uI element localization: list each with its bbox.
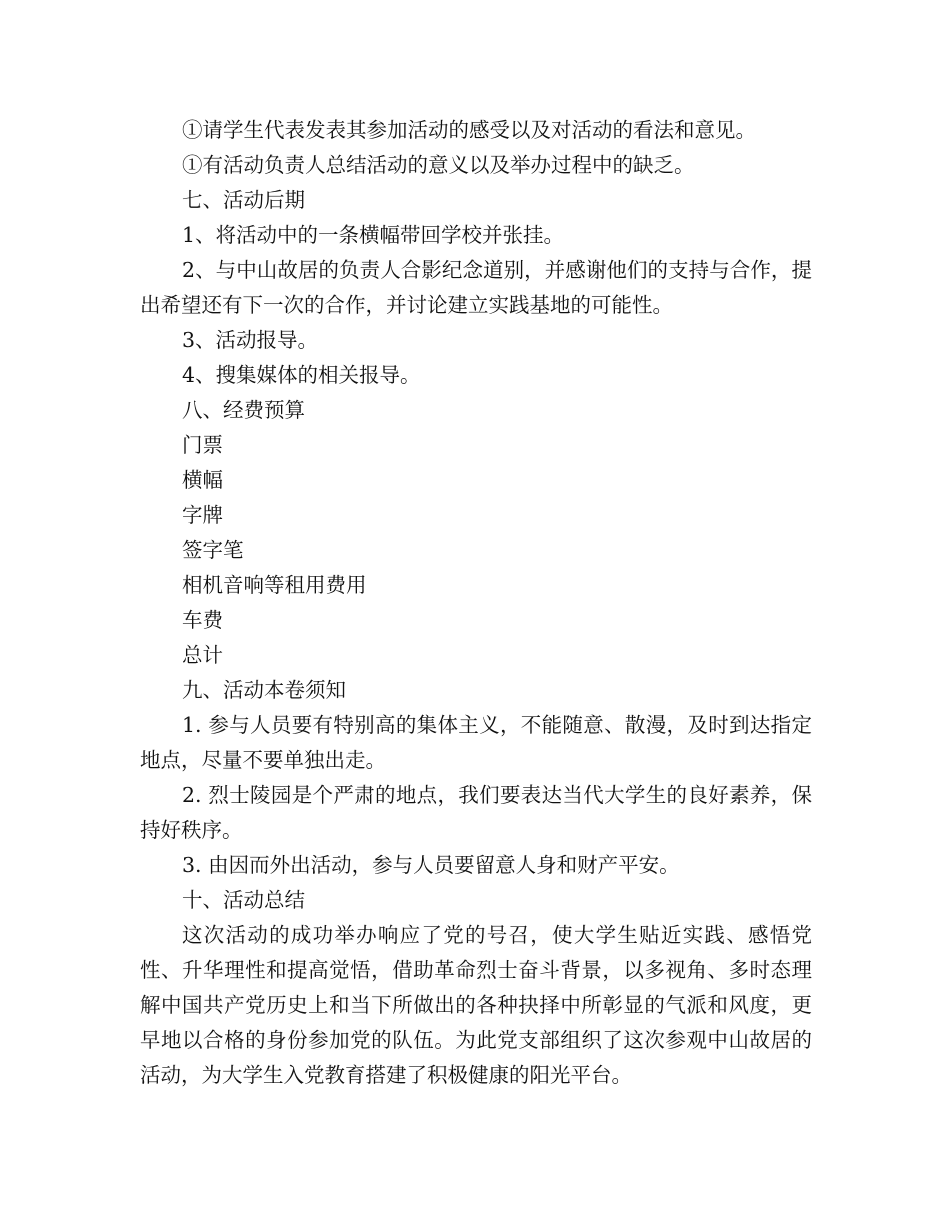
budget-item-total: 总计 — [182, 643, 223, 667]
notice-item-1: 1. 参与人员要有特别高的集体主义，不能随意、散漫，及时到达指定地点，尽量不要单独出走。 — [140, 713, 812, 772]
post-activity-item-2: 2、与中山故居的负责人合影纪念道别，并感谢他们的支持与合作，提出希望还有下一次的合作，并讨论建立实践基地的可能性。 — [140, 258, 812, 317]
section-heading-notices: 九、活动本卷须知 — [182, 678, 346, 702]
leader-summary-line: ①有活动负责人总结活动的意义以及举办过程中的缺乏。 — [182, 153, 695, 177]
budget-item-transport: 车费 — [182, 608, 223, 632]
budget-item-tickets: 门票 — [182, 433, 223, 457]
post-activity-item-1: 1、将活动中的一条横幅带回学校并张挂。 — [182, 223, 565, 247]
budget-item-pens: 签字笔 — [182, 538, 244, 562]
document-body — [140, 113, 812, 1093]
student-feedback-line: ①请学生代表发表其参加活动的感受以及对活动的看法和意见。 — [182, 118, 756, 142]
section-heading-summary: 十、活动总结 — [182, 888, 305, 912]
section-heading-budget: 八、经费预算 — [182, 398, 305, 422]
budget-item-banner: 横幅 — [182, 468, 223, 492]
notice-item-2: 2. 烈士陵园是个严肃的地点，我们要表达当代大学生的良好素养，保持好秩序。 — [140, 783, 812, 842]
post-activity-item-3: 3、活动报导。 — [182, 328, 319, 352]
budget-item-sign: 字牌 — [182, 503, 223, 527]
notice-item-3: 3. 由因而外出活动，参与人员要留意人身和财产平安。 — [182, 853, 680, 877]
summary-paragraph: 这次活动的成功举办响应了党的号召，使大学生贴近实践、感悟党性、升华理性和提高觉悟，借助革命烈士奋斗背景，以多视角、多时态理解中国共产党历史上和当下所做出的各种抉择中所彰显的气派和风度，更早地以合格的身份参加党的队伍。为此党支部组织了这次参观中山故居的活动，为大学生入党教育搭建了积极健康的阳光平台。 — [140, 923, 812, 1087]
section-heading-post-activity: 七、活动后期 — [182, 188, 305, 212]
budget-item-equipment-rental: 相机音响等租用费用 — [182, 573, 367, 597]
post-activity-item-4: 4、搜集媒体的相关报导。 — [182, 363, 421, 387]
